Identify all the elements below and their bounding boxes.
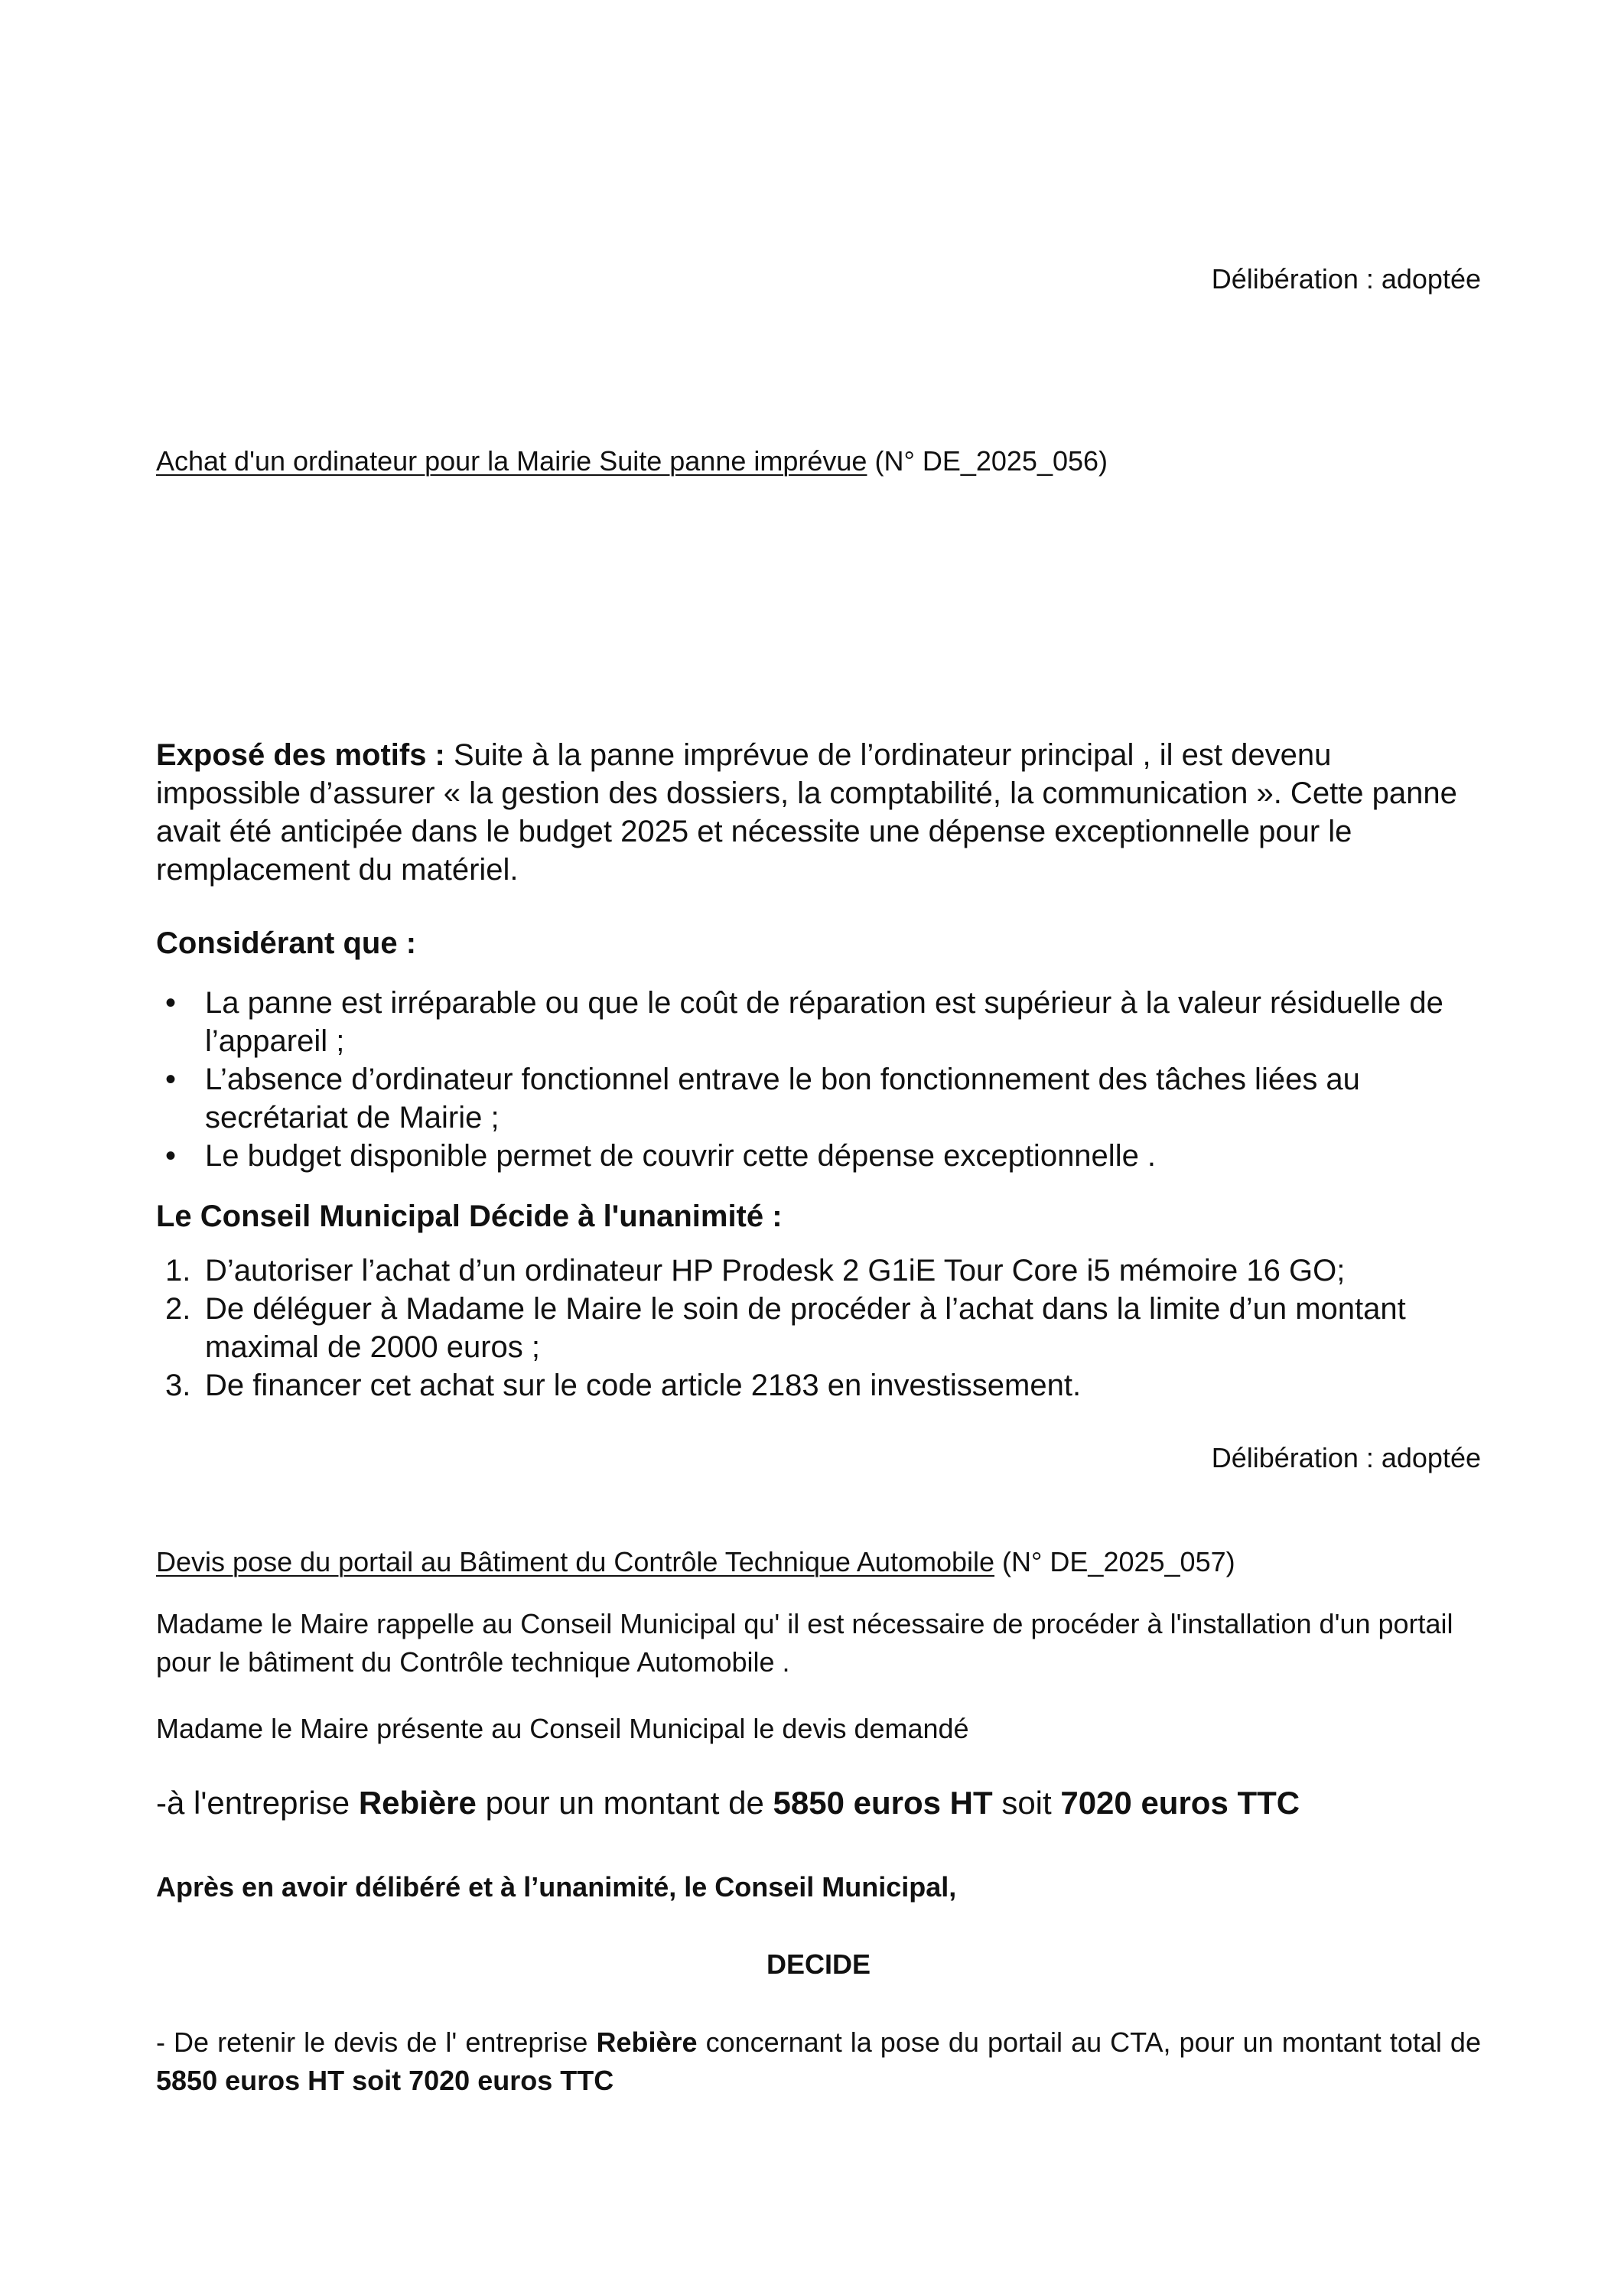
list-number: 3. (165, 1369, 191, 1402)
quote-amount-ht: 5850 euros HT (773, 1785, 993, 1821)
list-text: De financer cet achat sur le code article 2183 en investissement. (205, 1369, 1082, 1402)
expose-label: Exposé des motifs : (156, 738, 445, 772)
list-text: De déléguer à Madame le Maire le soin de procéder à l’achat dans la limite d’un montant maximal de 2000 euros ; (205, 1292, 1406, 1364)
quote-prefix: -à l'entreprise (156, 1785, 350, 1821)
quote-middle: pour un montant de (485, 1785, 764, 1821)
quote-soit: soit (1001, 1785, 1052, 1821)
item1-expose (156, 736, 1481, 889)
list-text: D’autoriser l’achat d’un ordinateur HP Prodesk 2 G1iE Tour Core i5 mémoire 16 GO; (205, 1254, 1346, 1287)
expose-text: Suite à la panne imprévue de l’ordinateur principal , il est devenu impossible d’assurer « la gestion des dossiers, la comptabilité, la communication ». Cette panne avait été anticipée dans le budget 2025 et nécessite une dépense exceptionnelle pour le remplacement du matériel. (156, 738, 1457, 887)
list-item (156, 1366, 1481, 1405)
decision-list (156, 1252, 1481, 1405)
quote-amount-ttc: 7020 euros TTC (1060, 1785, 1300, 1821)
decide-heading: Le Conseil Municipal Décide à l'unanimité : (156, 1200, 783, 1233)
item1-heading (156, 442, 1481, 480)
item2-paragraph-2: Madame le Maire présente au Conseil Municipal le devis demandé (156, 1713, 969, 1744)
item1-ref: (N° DE_2025_056) (874, 445, 1108, 477)
after-deliberation: Après en avoir délibéré et à l’unanimité, le Conseil Municipal, (156, 1871, 957, 1903)
item2-decision (156, 2023, 1481, 2100)
list-item: • Le budget disponible permet de couvrir cette dépense exceptionnelle . (156, 1137, 1481, 1175)
quote-line (156, 1784, 1481, 1822)
list-item: • L’absence d’ordinateur fonctionnel entrave le bon fonctionnement des tâches liées au secrétariat de Mairie ; (156, 1060, 1481, 1137)
list-number: 2. (165, 1292, 191, 1326)
decision-prefix: - De retenir le devis de l' entreprise (156, 2026, 588, 2058)
item1-title: Achat d'un ordinateur pour la Mairie Suite panne imprévue (156, 445, 867, 477)
decision-company: Rebière (596, 2026, 698, 2058)
considerant-list (156, 984, 1481, 1175)
decide-title: DECIDE (766, 1948, 871, 1980)
quote-company: Rebière (358, 1785, 477, 1821)
list-number: 1. (165, 1254, 191, 1287)
decision-middle: concernant la pose du portail au CTA, pour un montant total de (705, 2026, 1481, 2058)
considerant-heading: Considérant que : (156, 926, 417, 960)
deliberation-status-item1: Délibération : adoptée (1211, 1442, 1481, 1473)
decision-amount: 5850 euros HT soit 7020 euros TTC (156, 2065, 614, 2096)
list-item: • La panne est irréparable ou que le coût de réparation est supérieur à la valeur résiduelle de l’appareil ; (156, 984, 1481, 1060)
list-item (156, 1252, 1481, 1290)
list-item (156, 1290, 1481, 1366)
item2-paragraph-1: Madame le Maire rappelle au Conseil Municipal qu' il est nécessaire de procéder à l'installation d'un portail pour le bâtiment du Contrôle technique Automobile . (156, 1608, 1453, 1678)
item2-heading (156, 1543, 1481, 1581)
item2-title: Devis pose du portail au Bâtiment du Contrôle Technique Automobile (156, 1546, 995, 1577)
deliberation-status-top: Délibération : adoptée (1211, 263, 1481, 295)
item2-ref: (N° DE_2025_057) (1002, 1546, 1235, 1577)
